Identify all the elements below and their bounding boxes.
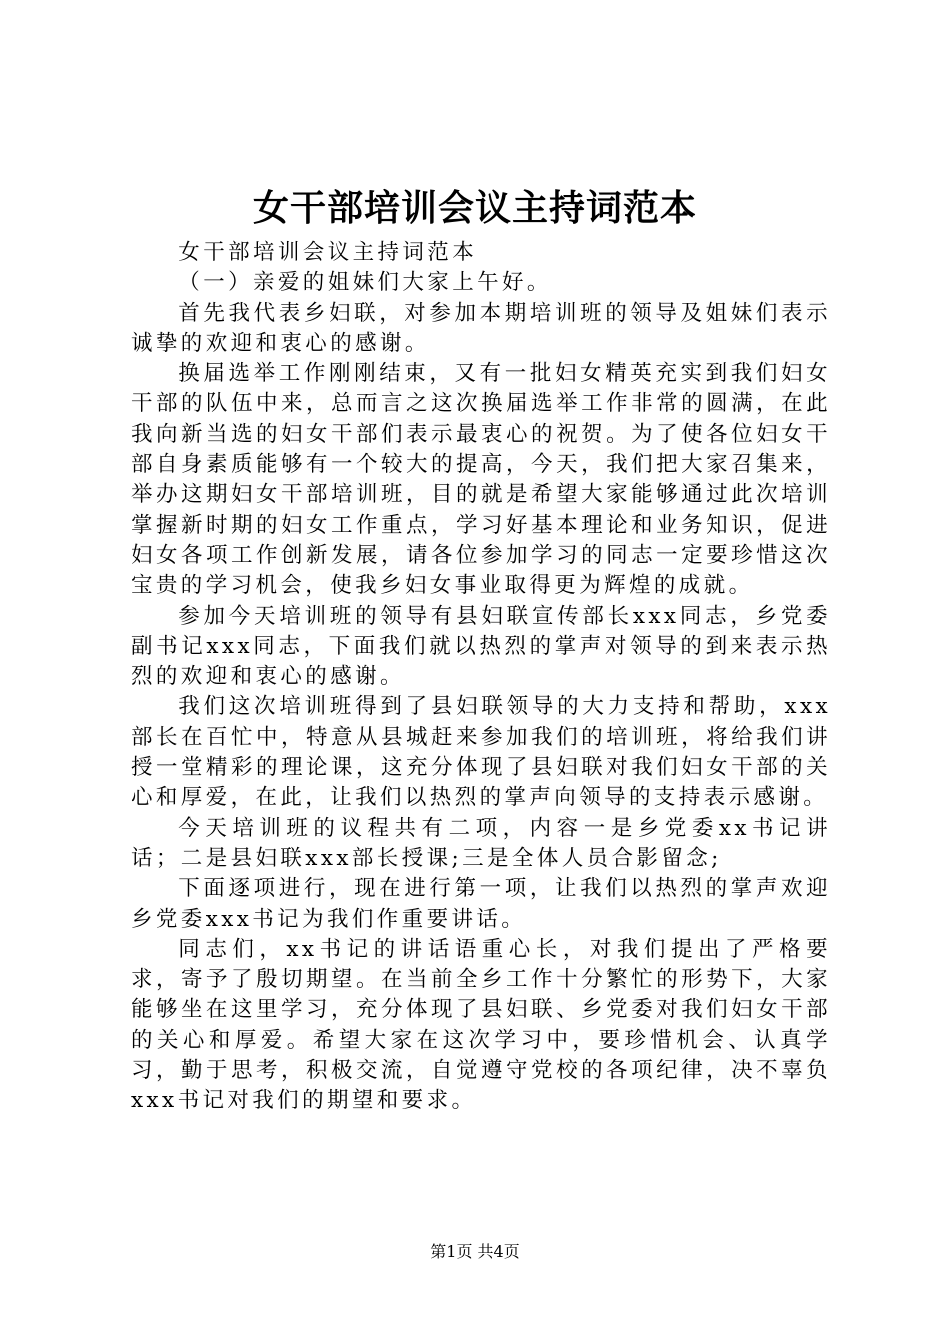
paragraph-greeting: （一）亲爱的姐妹们大家上午好。 <box>178 270 552 296</box>
paragraph-first-item: 下面逐项进行，现在进行第一项，让我们以热烈的掌声欢迎乡党委xxx书记为我们作重要讲话。 <box>131 876 831 932</box>
page-number: 第1页 共4页 <box>430 1242 520 1261</box>
paragraph-subtitle: 女干部培训会议主持词范本 <box>178 240 478 265</box>
paragraph-closing: 同志们，xx书记的讲话语重心长，对我们提出了严格要求，寄予了殷切期望。在当前全乡工作十分繁忙的形势下，大家能够坐在这里学习，充分体现了县妇联、乡党委对我们妇女干部的关心和厚爱。希望大家在这次学习中，要珍惜机会、认真学习，勤于思考，积极交流，自觉遵守党校的各项纪律，决不辜负xxx书记对我们的期望和要求。 <box>131 936 831 1114</box>
paragraph-support: 我们这次培训班得到了县妇联领导的大力支持和帮助，xxx部长在百忙中，特意从县城赶来参加我们的培训班，将给我们讲授一堂精彩的理论课，这充分体现了县妇联对我们妇女干部的关心和厚爱，在此，让我们以热烈的掌声向领导的支持表示感谢。 <box>131 694 831 811</box>
paragraph-election: 换届选举工作刚刚结束，又有一批妇女精英充实到我们妇女干部的队伍中来，总而言之这次换届选举工作非常的圆满，在此我向新当选的妇女干部们表示最衷心的祝贺。为了使各位妇女干部自身素质能够有一个较大的提高，今天，我们把大家召集来，举办这期妇女干部培训班，目的就是希望大家能够通过此次培训掌握新时期的妇女工作重点，学习好基本理论和业务知识，促进妇女各项工作创新发展，请各位参加学习的同志一定要珍惜这次宝贵的学习机会，使我乡妇女事业取得更为辉煌的成就。 <box>131 361 831 599</box>
paragraph-leaders: 参加今天培训班的领导有县妇联宣传部长xxx同志，乡党委副书记xxx同志，下面我们就以热烈的掌声对领导的到来表示热烈的欢迎和衷心的感谢。 <box>131 603 831 690</box>
document-body <box>131 238 831 1117</box>
paragraph-agenda: 今天培训班的议程共有二项，内容一是乡党委xx书记讲话；二是县妇联xxx部长授课;三是全体人员合影留念; <box>131 815 831 871</box>
paragraph-welcome: 首先我代表乡妇联，对参加本期培训班的领导及姐妹们表示诚挚的欢迎和衷心的感谢。 <box>131 300 831 356</box>
document-title: 女干部培训会议主持词范本 <box>252 187 697 229</box>
